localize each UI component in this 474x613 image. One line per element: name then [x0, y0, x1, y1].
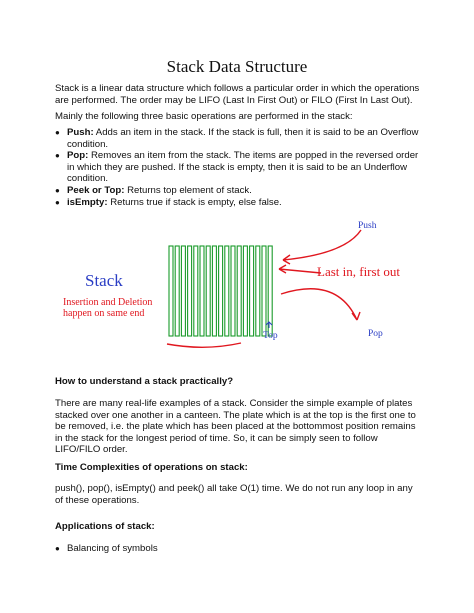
- operation-item-pop: [55, 150, 423, 185]
- stack-plate: [200, 246, 204, 336]
- practical-body: There are many real-life examples of a stack. Consider the simple example of plates stacked over one another in a canteen. The plate which is at the top is the first one to be removed, i.e. the plate which has been placed at the bottommost position remains in the stack for the longest period of time. So, it can be simply seen to follow LIFO/FILO order.: [55, 398, 416, 456]
- stack-plate: [219, 246, 223, 336]
- insertion-note-line2: happen on same end: [63, 308, 145, 319]
- applications-list: [55, 543, 423, 555]
- intro-paragraph: Stack is a linear data structure which follows a particular order in which the operations are performed. The order may be LIFO (Last In First Out) or FILO (First In Last Out).: [55, 83, 420, 106]
- stack-plate: [188, 246, 192, 336]
- operation-item-isempty: [55, 197, 423, 209]
- operations-intro: Mainly the following three basic operations are performed in the stack:: [55, 111, 353, 122]
- stack-plate: [262, 246, 266, 336]
- operation-item-push: [55, 127, 423, 150]
- stack-plate: [231, 246, 235, 336]
- complexity-body: push(), pop(), isEmpty() and peek() all take O(1) time. We do not run any loop in any of these operations.: [55, 483, 413, 506]
- operation-term: Peek or Top:: [67, 184, 125, 196]
- page-title: Stack Data Structure: [166, 57, 308, 76]
- stack-plate: [194, 246, 198, 336]
- stack-plate: [181, 246, 185, 336]
- stack-plate: [225, 246, 229, 336]
- operation-desc: Returns top element of stack.: [124, 184, 252, 196]
- operation-term: Pop:: [67, 150, 89, 162]
- stack-label: Stack: [85, 271, 123, 290]
- stack-plate: [237, 246, 241, 336]
- stack-plate: [175, 246, 179, 336]
- practical-heading: How to understand a stack practically?: [55, 376, 234, 387]
- lifo-label: Last in, first out: [317, 264, 401, 279]
- operation-term: isEmpty:: [67, 196, 108, 208]
- push-arrow: [283, 230, 361, 260]
- push-label: Push: [358, 221, 377, 231]
- operation-desc: Returns true if stack is empty, else false.: [107, 196, 282, 208]
- application-item: ● Balancing of symbols: [55, 543, 423, 555]
- top-label: Top: [263, 331, 278, 341]
- operations-list: [55, 127, 423, 208]
- complexity-heading: Time Complexities of operations on stack:: [55, 462, 248, 473]
- bottom-arc: [167, 343, 241, 347]
- insertion-note-line1: Insertion and Deletion: [63, 297, 153, 308]
- pop-arrow: [281, 289, 357, 320]
- pop-label: Pop: [368, 329, 383, 339]
- stack-plate: [169, 246, 173, 336]
- operation-desc: Adds an item in the stack. If the stack is full, then it is said to be an Overflow condition.: [67, 127, 419, 150]
- operation-desc: Removes an item from the stack. The items are popped in the reversed order in which they are pushed. If the stack is empty, then it is said to be an Underflow condition.: [67, 150, 419, 185]
- operation-term: Push:: [67, 127, 94, 138]
- top-arrow: [266, 322, 272, 328]
- stack-plate: [206, 246, 210, 336]
- stack-plate: [212, 246, 216, 336]
- stack-plates: [169, 246, 272, 336]
- operation-item-peek: [55, 185, 423, 197]
- stack-plate: [256, 246, 260, 336]
- stack-plate: [250, 246, 254, 336]
- stack-diagram: [55, 212, 423, 362]
- stack-plate: [243, 246, 247, 336]
- applications-heading: Applications of stack:: [55, 521, 155, 532]
